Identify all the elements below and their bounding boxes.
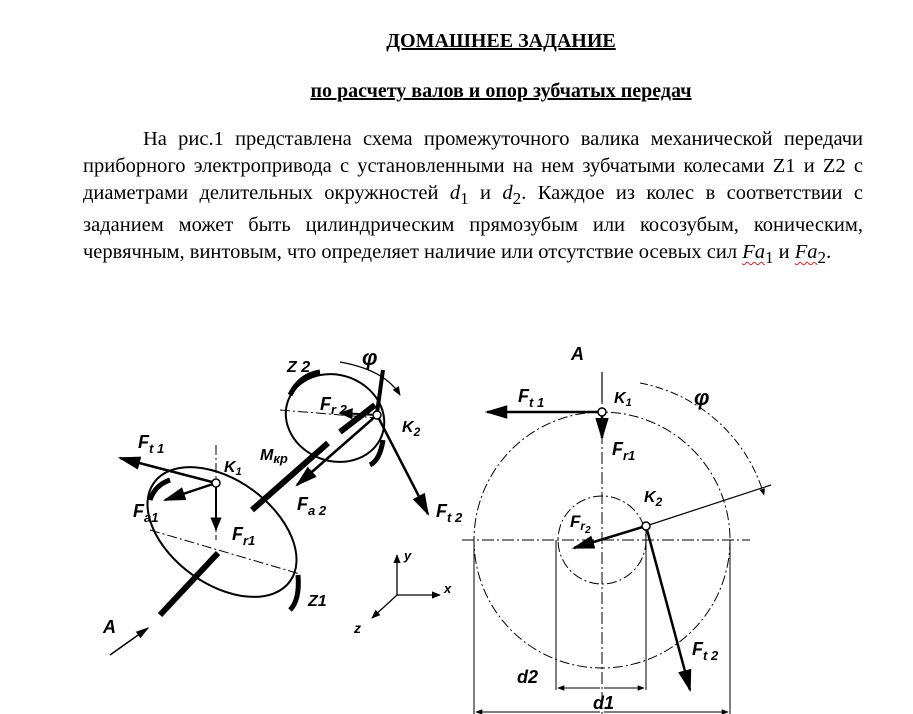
- label-fa2-left: $F_{a 2}$: [297, 494, 327, 518]
- ft2-force-arrow-right: [646, 526, 690, 690]
- fa1-subscript: 1: [764, 248, 774, 268]
- point-k2: [373, 411, 381, 419]
- right-view-a: [462, 344, 771, 714]
- label-z2: Z 2: [287, 359, 311, 376]
- fa1-force-arrow: [165, 483, 216, 500]
- label-z1: Z1: [308, 593, 327, 610]
- fa2-force-arrow: [297, 415, 377, 485]
- document-subtitle: по расчету валов и опор зубчатых передач: [310, 80, 692, 102]
- fa1-variable: Fa: [742, 241, 765, 264]
- fa2-subscript: 2: [817, 248, 827, 268]
- label-ft1-right: $F_{t 1}$: [518, 386, 545, 410]
- label-fr2-left: $F_{r 2}$: [320, 394, 347, 417]
- label-fr2-right: Fr2: [570, 512, 591, 536]
- label-d1: d1: [593, 693, 615, 713]
- axis-z-line: [372, 595, 397, 618]
- label-fr1-left: $F_{r1}$: [232, 524, 256, 548]
- label-fa1-left: $F_{a1}$: [133, 501, 159, 525]
- document-title: ДОМАШНЕЕ ЗАДАНИЕ: [386, 30, 616, 52]
- label-fr1-right: $F_{r1}$: [612, 439, 636, 463]
- coordinate-axes: [353, 548, 452, 636]
- paragraph-and1: и: [468, 182, 503, 204]
- left-isometric-view: [102, 345, 463, 655]
- d2-variable: d: [502, 182, 513, 204]
- label-axis-z: z: [354, 620, 361, 636]
- shaft-line: [160, 553, 218, 615]
- label-view-a-left: A: [103, 617, 116, 637]
- label-phi-left: φ: [362, 345, 378, 370]
- label-ft2-right: $F_{t 2}$: [692, 639, 719, 663]
- gear-z1-ellipse: [123, 441, 320, 624]
- label-mkp: Mкр: [260, 447, 288, 466]
- d2-subscript: 2: [512, 189, 522, 209]
- point-k2-right: [642, 522, 650, 530]
- d1-subscript: 1: [460, 189, 469, 209]
- k2-angle-line: [646, 485, 771, 526]
- label-k1-left: K1: [224, 459, 242, 478]
- label-axis-x: x: [444, 581, 452, 596]
- point-k1: [212, 479, 220, 487]
- label-phi-right: φ: [694, 385, 710, 410]
- label-ft1-left: $F_{t 1}$: [138, 432, 165, 456]
- gear-z1-centerline: [150, 530, 300, 574]
- d1-variable: d: [449, 182, 461, 204]
- fa2-variable: Fa: [794, 241, 818, 264]
- paragraph-and2: и: [773, 241, 795, 264]
- label-ft2-left: $F_{t 2}$: [436, 501, 463, 525]
- label-k2-right: $K_2$: [644, 489, 663, 509]
- paragraph-end: .: [826, 241, 832, 264]
- label-d2: d2: [517, 667, 539, 687]
- paragraph-part1: На рис.1 представлена схема промежуточного валика механической передачи приборного электропривода с установленными на нем зубчатыми колесами Z1 и Z2 с диаметрами делительных окружностей: [83, 128, 863, 204]
- label-k1-right: K1: [614, 390, 632, 409]
- label-view-a-right: A: [571, 344, 584, 364]
- label-axis-y: y: [404, 548, 412, 563]
- paragraph-part2: . Каждое из колес в соответствии с заданием может быть цилиндрическим прямозубым или косозубым, коническим, червячным, винтовым, что определяет наличие или отсутствие осевых сил: [83, 182, 863, 264]
- label-k2-left: $K_2$: [402, 419, 421, 439]
- point-k1-right: [598, 408, 606, 416]
